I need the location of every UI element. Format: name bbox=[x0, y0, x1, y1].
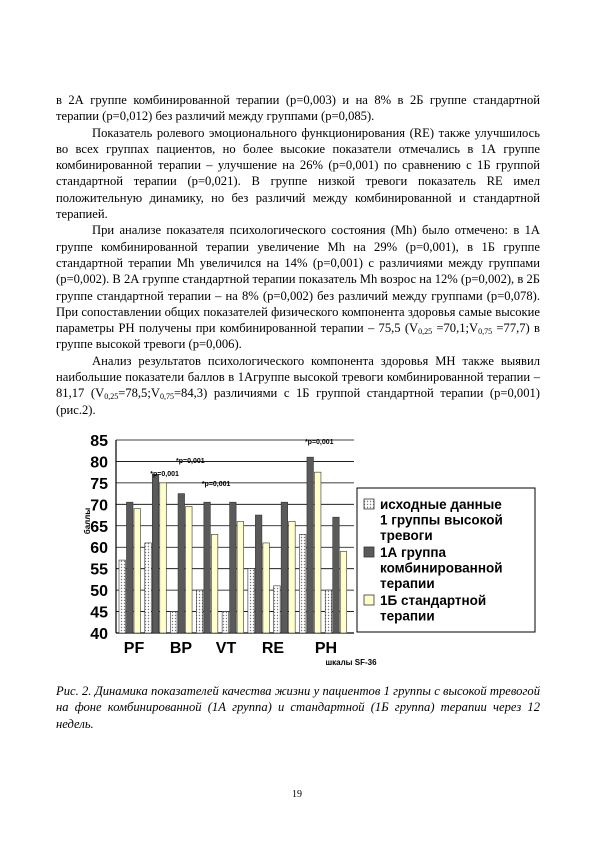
bar bbox=[145, 543, 152, 633]
bar bbox=[230, 502, 237, 633]
legend-label: исходные данные 1 группы высокой тревоги bbox=[380, 497, 503, 543]
bar bbox=[178, 494, 185, 633]
bar bbox=[152, 474, 159, 633]
y-tick-label: 55 bbox=[90, 561, 108, 579]
body-text bbox=[56, 92, 540, 418]
bar bbox=[289, 521, 296, 633]
y-tick-label: 40 bbox=[90, 626, 108, 643]
subscript: 0,25 bbox=[418, 327, 433, 337]
paragraph-text: Показатель ролевого эмоционального функционирования (RE) также улучшилось во всех группах пациентов, но более высокие показатели отмечались в 1А группе комбинированной терапии – улучшение на 26% (р=0,001) по сравнению с 1Б группой стандартной терапии (р=0,021). В группе низкой тревоги показатель RE имел положительную динамику, но без различий между комбинированной и стандартной терапией. bbox=[56, 125, 540, 222]
bar bbox=[127, 502, 134, 633]
x-axis-label: шкалы SF-36 bbox=[325, 658, 377, 667]
legend-label: 1Б стандартной терапии bbox=[380, 593, 487, 624]
significance-label: *p=0,001 bbox=[176, 458, 205, 466]
figure-caption: Рис. 2. Динамика показателей качества жизни у пациентов 1 группы с высокой тревогой на фоне комбинированной (1А группа) и стандартной (1Б группа) терапии через 12 недель. bbox=[56, 684, 540, 731]
x-category-label: PH bbox=[314, 640, 338, 657]
bar bbox=[325, 590, 332, 633]
bar bbox=[299, 534, 306, 633]
paragraph-text: При анализе показателя психологического состояния (Mh) было отмечено: в 1А группе комбинированной терапии увеличение Mh на 29% (р=0,001), в 1Б группе стандартной терапии Mh увеличился на 14% (р=0,001) с различиями между группами (р=0,002). В 2А группе стандартной терапии показатель Mh возрос на 12% (р=0,002), в 2Б группе стандартной терапии – на 8% (р=0,002) без различий между группами (р=0,078). При сопоставлении общих показателей физического компонента здоровья самые высокие параметры PH получены при комбинированной терапии – 75,5 (V bbox=[56, 223, 540, 336]
bar bbox=[119, 560, 126, 633]
subscript: 0,25 bbox=[104, 392, 119, 402]
paragraph-text: в 2А группе комбинированной терапии (р=0,003) и на 8% в 2Б группе стандартной терапии (р=0,012) без различий между группами (р=0,085). bbox=[56, 93, 540, 124]
bar-chart bbox=[60, 428, 540, 673]
legend-swatch bbox=[364, 547, 374, 557]
bar bbox=[196, 590, 203, 633]
paragraph bbox=[56, 92, 540, 125]
bar bbox=[307, 457, 314, 633]
bar bbox=[263, 543, 270, 633]
y-tick-label: 60 bbox=[90, 540, 108, 558]
x-category-label: VT bbox=[215, 640, 237, 657]
paragraph-text: =84,3) различиями с 1Б группой стандартной терапии (р=0,001) (рис.2). bbox=[56, 386, 540, 417]
y-tick-label: 50 bbox=[90, 583, 108, 601]
bar bbox=[211, 534, 218, 633]
bar bbox=[222, 612, 229, 633]
bar bbox=[333, 517, 340, 633]
y-tick-label: 70 bbox=[90, 497, 108, 515]
bar bbox=[171, 612, 178, 633]
bar bbox=[281, 502, 288, 633]
page-number: 19 bbox=[292, 789, 302, 800]
paragraph bbox=[56, 222, 540, 352]
bar bbox=[134, 509, 141, 633]
y-axis-label: баллы bbox=[83, 507, 92, 535]
bar bbox=[237, 521, 244, 633]
x-category-label: PF bbox=[123, 640, 145, 657]
subscript: 0,75 bbox=[159, 392, 174, 402]
paragraph-text: Анализ результатов психологического компонента здоровья МН также выявил наибольшие показатели баллов в 1Агруппе высокой тревоги комбинированной терапии –81,17 (V bbox=[56, 353, 540, 401]
bar bbox=[314, 472, 321, 633]
paragraph-text: =70,1;V bbox=[432, 321, 479, 336]
paragraph bbox=[56, 353, 540, 418]
x-category-label: RE bbox=[261, 640, 285, 657]
bar bbox=[186, 506, 193, 633]
paragraph-text: =77,7) в группе высокой тревоги (р=0,006). bbox=[56, 321, 540, 352]
y-tick-label: 85 bbox=[90, 433, 108, 450]
subscript: 0,75 bbox=[478, 327, 493, 337]
y-tick-label: 65 bbox=[90, 518, 108, 536]
bar bbox=[248, 569, 255, 633]
legend-swatch bbox=[364, 595, 374, 605]
x-category-label: BP bbox=[169, 640, 193, 657]
bar bbox=[255, 515, 262, 633]
paragraph bbox=[56, 125, 540, 223]
significance-label: *p=0,001 bbox=[304, 438, 334, 446]
y-tick-label: 45 bbox=[90, 604, 108, 622]
y-tick-label: 75 bbox=[90, 475, 108, 493]
bar bbox=[340, 552, 347, 633]
bar bbox=[204, 502, 211, 633]
legend-label: 1А группа комбинированной терапии bbox=[380, 545, 503, 591]
legend-swatch bbox=[364, 499, 374, 509]
significance-label: *p=0,001 bbox=[201, 480, 231, 488]
bar bbox=[160, 483, 167, 633]
paragraph-text: =78,5;V bbox=[118, 386, 160, 401]
bar bbox=[274, 586, 281, 633]
significance-label: *p=0,001 bbox=[150, 471, 179, 479]
y-tick-label: 80 bbox=[90, 454, 108, 472]
